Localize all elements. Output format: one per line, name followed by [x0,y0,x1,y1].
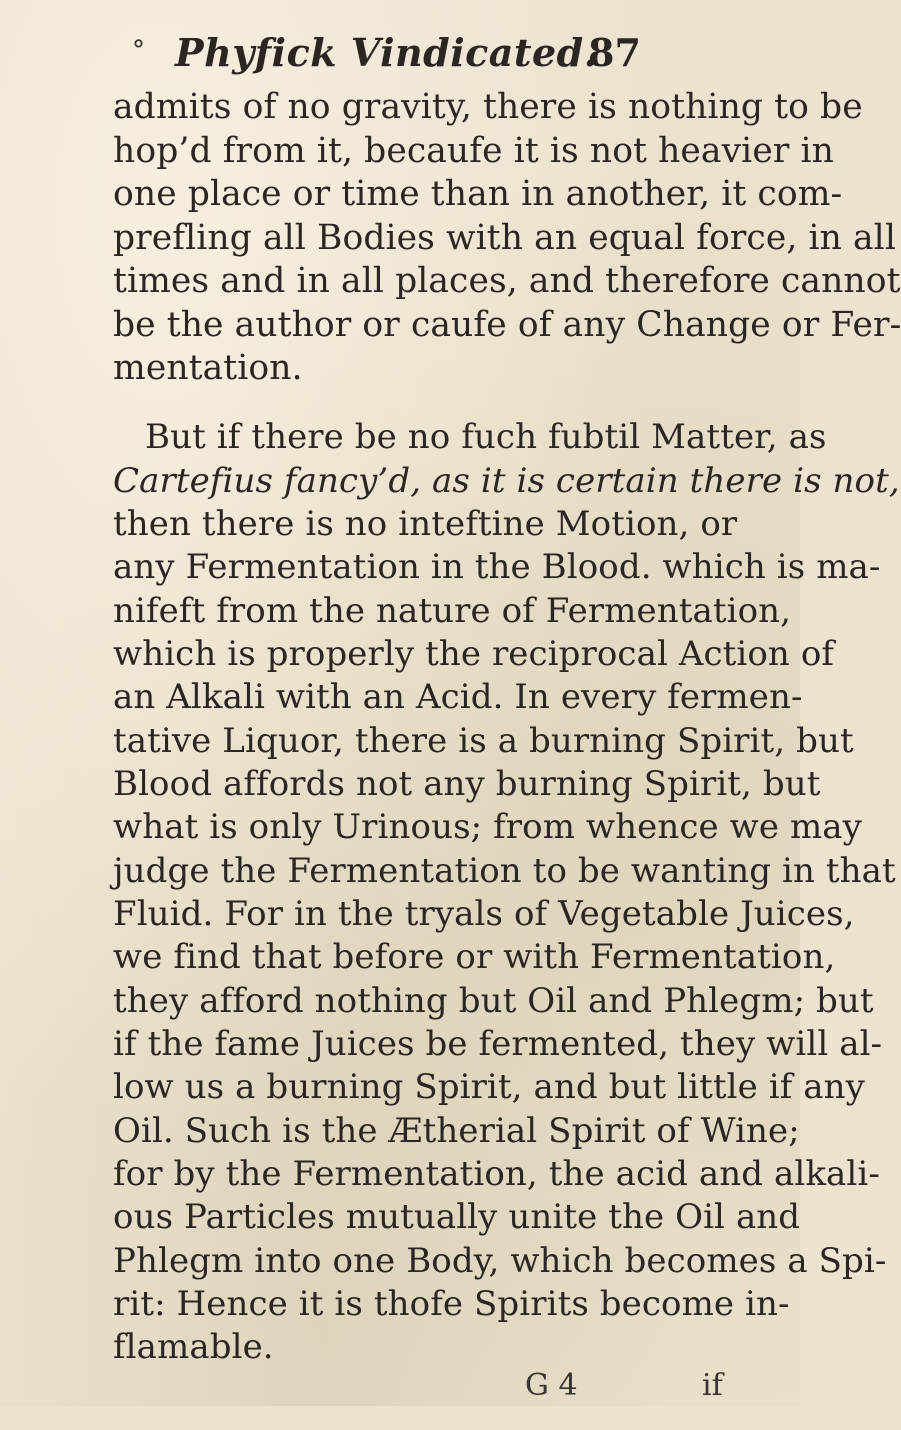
text-line: what is only Urinous; from whence we may [113,807,862,847]
signature-mark: G 4 [525,1368,578,1403]
text-line: one place or time than in another, it com- [113,174,843,214]
text-line: be the author or caufe of any Change or Fer- [113,305,901,345]
text-line: prefling all Bodies with an equal force, in all [113,218,896,258]
text-line: for by the Fermentation, the acid and alkali- [113,1154,880,1194]
text-line: Blood affords not any burning Spirit, but [113,764,821,804]
text-line: rit: Hence it is thofe Spirits become in- [113,1284,790,1324]
catchword: if [702,1368,723,1403]
text-line: Phlegm into one Body, which becomes a Spi- [113,1241,887,1281]
text-line: flamable. [113,1327,274,1367]
page-number: 87 [588,30,641,75]
text-line: nifeft from the nature of Fermentation, [113,591,792,631]
text-line: which is properly the reciprocal Action of [113,634,835,674]
text-line: judge the Fermentation to be wanting in that [113,851,896,891]
text-line: if the fame Juices be fermented, they will al- [113,1024,883,1064]
text-line: ous Particles mutually unite the Oil and [113,1197,801,1237]
text-line: they afford nothing but Oil and Phlegm; but [113,981,874,1021]
text-line: Cartefius fancy’d, as it is certain there is not, [113,461,900,501]
text-line: admits of no gravity, there is nothing to be [113,87,863,127]
text-line: Oil. Such is the Ætherial Spirit of Wine; [113,1111,800,1151]
header-mark: ° [132,36,145,66]
text-line: mentation. [113,348,303,388]
running-title: Phyfick Vindicated. [175,30,598,75]
text-line: Fluid. For in the tryals of Vegetable Juices, [113,894,855,934]
page-footer [0,1368,800,1430]
text-line: then there is no inteftine Motion, or [113,504,738,544]
text-line: hop’d from it, becaufe it is not heavier in [113,131,834,171]
text-line: we find that before or with Fermentation, [113,937,836,977]
page-header [0,30,800,80]
text-line: times and in all places, and therefore cannot [113,261,901,301]
text-line: low us a burning Spirit, and but little if any [113,1067,865,1107]
text-line: any Fermentation in the Blood. which is ma- [113,547,881,587]
text-line: But if there be no fuch fubtil Matter, as [145,417,827,457]
text-line: tative Liquor, there is a burning Spirit, but [113,721,854,761]
text-line: an Alkali with an Acid. In every fermen- [113,677,803,717]
